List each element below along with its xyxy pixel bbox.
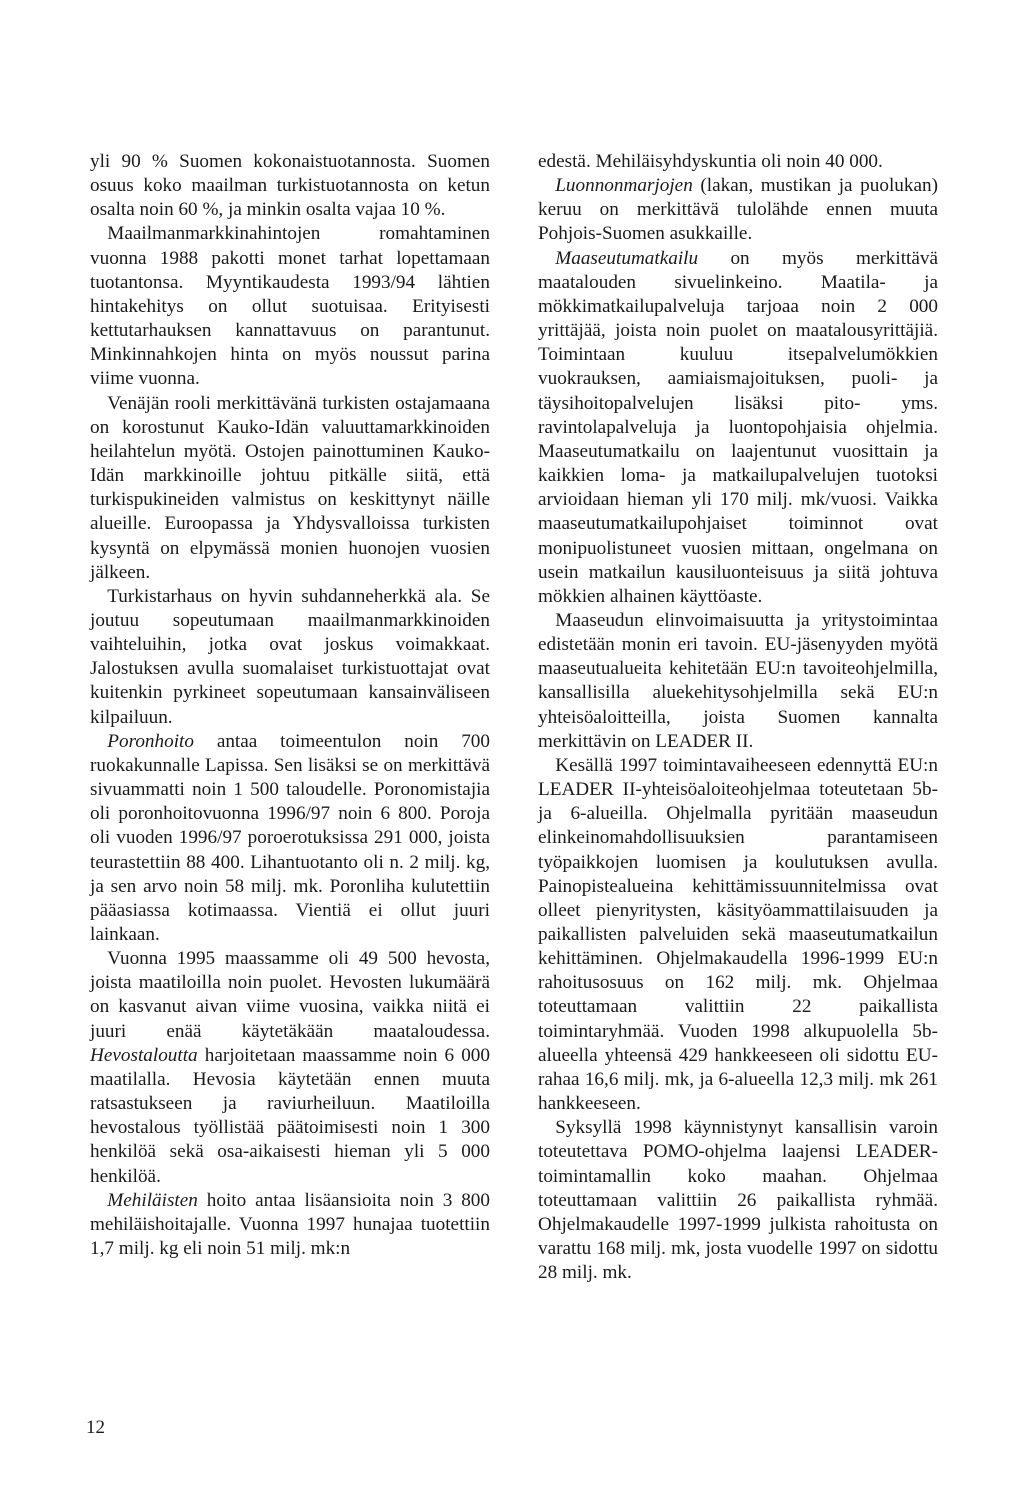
right-text-column: [538, 150, 938, 1285]
left-text-column: [90, 150, 490, 1261]
term-luonnonmarjat: Luonnonmarjojen: [555, 175, 693, 197]
paragraph-fur-production-share: yli 90 % Suomen kokonaistuotannosta. Suomen osuus koko maailman turkistuotannosta on ketun osalta noin 60 %, ja minkin osalta vajaa 10 %.: [90, 151, 490, 221]
term-maaseutumatkailu: Maaseutumatkailu: [555, 247, 699, 269]
term-mehilaiset: Mehiläisten: [107, 1189, 198, 1211]
horse-text-a: Vuonna 1995 maassamme oli 49 500 hevosta, joista maatiloilla noin puolet. Hevosten lukumäärä on kasvanut aivan viime vuosina, vaikka niitä ei juuri enää käytetäkään maataloudessa.: [90, 948, 490, 1042]
tourism-text: on myös merkittävä maatalouden sivuelinkeino. Maatila- ja mökkimatkailupalveluja tarjoaa noin 2 000 yrittäjää, joista noin puolet on maatalousyrittäjiä. Toimintaan kuuluu itsepalvelumökkien vuokrauksen, aamiaismajoituksen, puoli- ja täysihoitopalvelujen lisäksi pito- yms. ravintolapalveluja ja luontopohjaisia ohjelmia. Maaseutumatkailu on laajentunut vuosittain ja kaikkien loma- ja matkailupalvelujen tuotoksi arvioidaan hieman yli 170 milj. mk/vuosi. Vaikka maaseutumatkailupohjaiset toiminnot ovat monipuolistuneet vuosien mittaan, ongelmana on usein matkailun kausiluonteisuus ja siitä johtuva mökkien alhainen käyttöaste.: [538, 247, 938, 607]
term-hevostalous: Hevostaloutta: [90, 1044, 198, 1066]
paragraph-bee-colonies: edestä. Mehiläisyhdyskuntia oli noin 40 000.: [538, 151, 883, 172]
horse-text-b: harjoitetaan maassamme noin 6 000 maatilalla. Hevosia käytetään ennen muuta ratsastukseen ja raviurheiluun. Maatiloilla hevostalous työllistää päätoimisesti noin 1 300 henkilöä sekä osa-aikaisesti hieman yli 5 000 henkilöä.: [90, 1044, 490, 1187]
paragraph-rural-tourism: [538, 247, 938, 609]
paragraph-rural-vitality: Maaseudun elinvoimaisuutta ja yritystoimintaa edistetään monin eri tavoin. EU-jäsenyyden myötä maaseutualueita kehitetään EU:n tavoiteohjelmilla, kansallisilla aluekehitysohjelmilla sekä EU:n yhteisöaloitteilla, joista Suomen kannalta merkittävin on LEADER II.: [538, 609, 938, 752]
paragraph-cyclical-industry: Turkistarhaus on hyvin suhdanneherkkä ala. Se joutuu sopeutumaan maailmanmarkkinoiden vaihteluihin, jotka ovat joskus voimakkaat. Jalostuksen avulla suomalaiset turkistuottajat ovat kuitenkin pyrkineet sopeutumaan kansainväliseen kilpailuun.: [90, 585, 490, 728]
paragraph-reindeer-husbandry: [90, 730, 490, 947]
paragraph-horse-economy: [90, 947, 490, 1189]
paragraph-pomo-programme: Syksyllä 1998 käynnistynyt kansallisin varoin toteutettava POMO-ohjelma laajensi LEADER-toimintamallin koko maahan. Ohjelmaa toteuttamaan valittiin 26 paikallista ryhmää. Ohjelmakaudelle 1997-1999 julkista rahoitusta on varattu 168 milj. mk, josta vuodelle 1997 on sidottu 28 milj. mk.: [538, 1117, 938, 1284]
beekeeping-text: hoito antaa lisäansioita noin 3 800 mehiläishoitajalle. Vuonna 1997 hunajaa tuotettiin 1,7 milj. kg eli noin 51 milj. mk:n: [90, 1189, 490, 1260]
reindeer-text: antaa toimeentulon noin 700 ruokakunnalle Lapissa. Sen lisäksi se on merkittävä sivuammatti noin 1 500 taloudelle. Poronomistajia oli poronhoitovuonna 1996/97 noin 6 800. Poroja oli vuoden 1996/97 poroerotuksissa 291 000, joista teurastettiin 88 400. Lihantuotanto oli n. 2 milj. kg, ja sen arvo noin 58 milj. mk. Poronliha kulutettiin pääasiassa kotimaassa. Vientiä ei ollut juuri lainkaan.: [90, 730, 490, 945]
term-poronhoito: Poronhoito: [107, 730, 194, 752]
paragraph-leader-ii: Kesällä 1997 toimintavaiheeseen edennyttä EU:n LEADER II-yhteisöaloiteohjelmaa toteutetaan 5b- ja 6-alueilla. Ohjelmalla pyritään maaseudun elinkeinomahdollisuuksien parantamiseen työpaikkojen luomisen ja koulutuksen avulla. Painopistealueina kehittämissuunnitelmissa ovat olleet pienyritysten, käsityöammattilaisuuden ja paikallisten palveluiden sekä maaseutumatkailun kehittäminen. Ohjelmakaudella 1996-1999 EU:n rahoitusosuus on 162 milj. mk. Ohjelmaa toteuttamaan valittiin 22 paikallista toimintaryhmää. Vuoden 1998 alkupuolella 5b-alueella yhteensä 429 hankkeeseen oli sidottu EU-rahaa 16,6 milj. mk, ja 6-alueella 12,3 milj. mk 261 hankkeeseen.: [538, 754, 938, 1115]
paragraph-beekeeping: [90, 1189, 490, 1261]
paragraph-russia-role: Venäjän rooli merkittävänä turkisten ostajamaana on korostunut Kauko-Idän valuuttamarkkinoiden heilahtelun myötä. Ostojen painottuminen Kauko-Idän markkinoille johtuu pitkälle siitä, että turkispukineiden valmistus on keskittynyt näille alueille. Euroopassa ja Yhdysvalloissa turkisten kysyntä on elpymässä monien huonojen vuosien jälkeen.: [90, 392, 490, 583]
page-number: 12: [86, 1417, 105, 1438]
paragraph-price-collapse: Maailmanmarkkinahintojen romahtaminen vuonna 1988 pakotti monet tarhat lopettamaan tuotantonsa. Myyntikaudesta 1993/94 lähtien hintakehitys on ollut suotuisaa. Erityisesti kettutarhauksen kannattavuus on parantunut. Minkinnahkojen hinta on myös noussut parina viime vuonna.: [90, 223, 490, 390]
paragraph-wild-berries: [538, 174, 938, 246]
berries-text: (lakan, mustikan ja puolukan) keruu on merkittävä tulolähde ennen muuta Pohjois-Suomen asukkaille.: [538, 175, 938, 245]
